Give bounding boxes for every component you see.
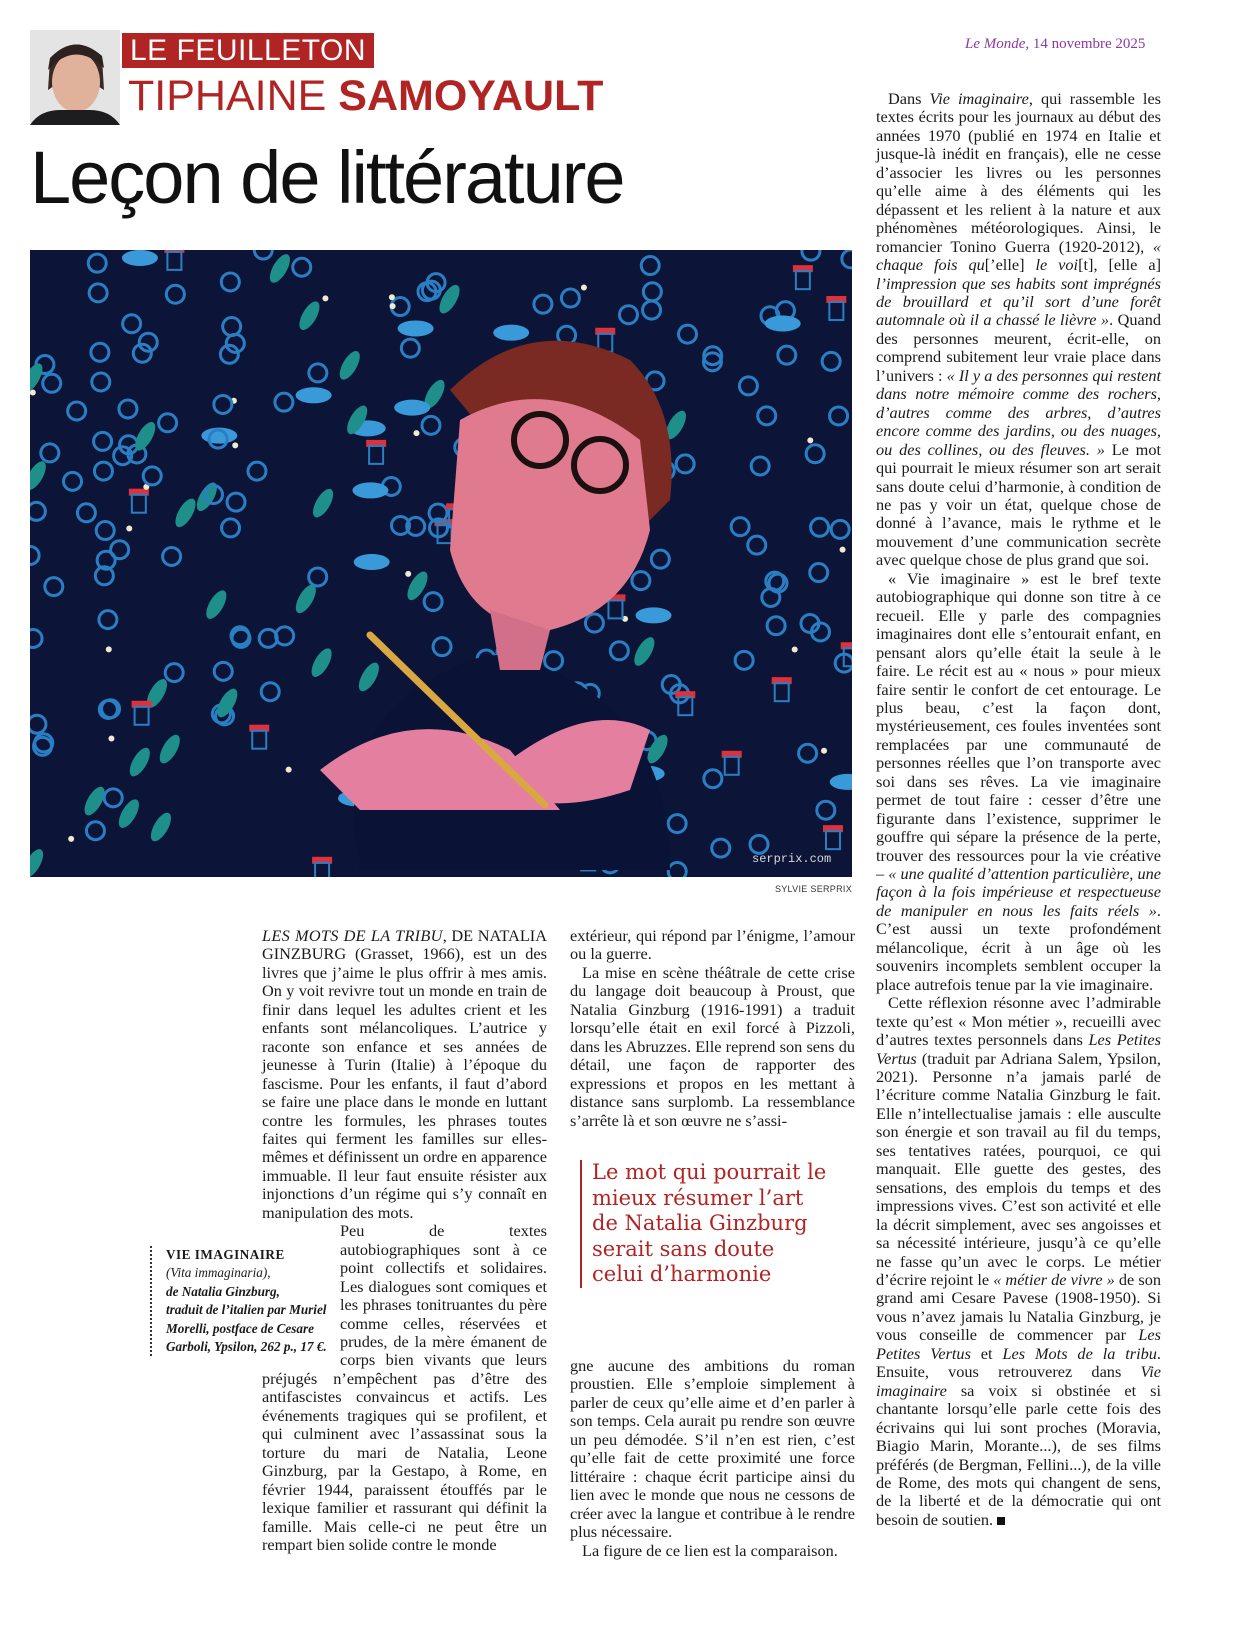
- article-paragraph: [876, 570, 1161, 994]
- text: La figure de ce lien est la comparaison.: [582, 1540, 838, 1560]
- pattern-leaf: [202, 587, 230, 622]
- pattern-circle: [831, 520, 849, 538]
- pattern-circle: [159, 414, 177, 432]
- pattern-circle: [619, 306, 637, 324]
- pattern-circle: [751, 457, 769, 475]
- pattern-dot: [232, 442, 238, 448]
- pattern-circle: [739, 377, 757, 395]
- pattern-house: [796, 271, 810, 289]
- pattern-circle: [762, 588, 780, 606]
- pattern-house: [369, 446, 383, 464]
- pattern-circle: [632, 572, 650, 590]
- pattern-house: [826, 831, 840, 849]
- pattern-circle: [92, 373, 110, 391]
- pattern-house: [252, 731, 266, 749]
- pattern-circle: [810, 564, 828, 582]
- pattern-circle: [166, 285, 184, 303]
- pattern-circle: [30, 546, 39, 564]
- article-column-2-top: [570, 927, 855, 1130]
- text: . C’est aussi un texte profondément mélancolique, écrit à un âge où les souvenirs incomplets semblent occuper la place autrefois tenue par la vie imaginaire.: [876, 900, 1161, 994]
- author-portrait-image: [30, 30, 120, 125]
- pattern-circle: [77, 504, 95, 522]
- book-title: VIE IMAGINAIRE: [166, 1247, 285, 1262]
- end-of-article-icon: [997, 1517, 1005, 1525]
- pattern-dot: [807, 437, 813, 443]
- pattern-circle: [91, 343, 109, 361]
- pattern-circle: [643, 301, 661, 319]
- article-paragraph: [570, 1357, 855, 1542]
- pattern-circle: [778, 346, 796, 364]
- pattern-circle: [163, 547, 181, 565]
- pattern-leaf: [115, 796, 143, 831]
- text: sa voix si obstinée et si chantante lorsqu’elle parle cette fois des écrivains qui lui sont proches (Moravia, Biagio Marin, Morante...), de ses films préférés (de Bergman, Fellini...), de la ville de Rome, des mots qui changent de sens, de la liberté et de la démocratie qui ont besoin de soutien.: [876, 1380, 1161, 1529]
- text: « Vie imaginaire » est le bref texte autobiographique qui donne son titre à ce recueil. Elle y parle des compagnies imaginaires dont elle s’entourait enfant, en pensant alors qu’elle était la seule à le faire. Le récit est au « nous » pour mieux faire sentir le confort de cet entourage. Le plus beau, c’est la façon dont, mystérieusement, ces foules inventées sont remplacées par une communauté de personnes réelles que l’on transporte avec soi dans ses rêves. La vie imaginaire permet de tout faire : cesser d’être une figurante dans l’existence, supprimer le gouffre qui sépare la présence de la perte, trouver des ressources pour la vie créative –: [876, 568, 1161, 884]
- text: de son grand ami Cesare Pavese (1908-1950). Si vous n’avez jamais lu Natalia Ginzburg, je vous conseille de commencer par: [876, 1270, 1161, 1345]
- pattern-cloud: [352, 482, 388, 498]
- pattern-circle: [401, 339, 419, 357]
- italic-text: l’impression que ses habits sont imprégnés de brouillard et qu’il sort d’une forêt automnale où il a chassé le lièvre »: [876, 273, 1161, 330]
- pattern-cloud: [636, 607, 672, 623]
- pattern-circle: [261, 683, 279, 701]
- dateline: [965, 36, 1145, 53]
- pattern-circle: [676, 455, 694, 473]
- pattern-circle: [748, 536, 766, 554]
- headline: Leçon de littérature: [30, 136, 624, 219]
- pattern-leaf: [30, 458, 50, 493]
- pattern-cloud: [296, 387, 332, 403]
- pattern-circle: [123, 315, 141, 333]
- pattern-circle: [545, 652, 563, 670]
- pattern-circle: [585, 614, 603, 632]
- pattern-circle: [731, 518, 749, 536]
- book-info-sidebar: [150, 1246, 336, 1356]
- pattern-cloud: [122, 250, 158, 266]
- pattern-leaf: [30, 846, 47, 877]
- text: gne aucune des ambitions du roman proustien. Elle s’emploie simplement à parler de ceux qu’elle aime et d’en parler à son temps. Cela aurait pu rendre son œuvre un peu démodée. S’il n’en est rien, c’est qu’elle fait de cette proximité une force littéraire : chaque écrit participe ainsi du lien avec le monde que nous ne cessons de créer avec la langue et contribue à le rendre plus nécessaire.: [570, 1356, 855, 1542]
- pattern-circle: [222, 519, 240, 537]
- pattern-circle: [651, 550, 669, 568]
- section-rubric: LE FEUILLETON: [122, 33, 374, 68]
- illustration: [30, 250, 852, 877]
- text: extérieur, qui répond par l’énigme, l’amour ou la guerre.: [570, 926, 855, 964]
- pattern-circle: [712, 839, 730, 857]
- pattern-dot: [108, 735, 114, 741]
- pattern-cloud: [830, 774, 852, 790]
- article-paragraph: [262, 927, 547, 1222]
- pattern-house: [775, 683, 789, 701]
- article-paragraph: [876, 90, 1161, 570]
- italic-text: « Il y a des personnes qui restent dans notre mémoire comme des rochers, d’autres comme des arbres, d’autres encore comme des jardins, ou des nuages, ou des collines, ou des fleuves. »: [876, 365, 1161, 459]
- pattern-dot: [322, 295, 328, 301]
- pattern-cloud: [493, 325, 529, 341]
- italic-text: « métier de vivre »: [993, 1270, 1115, 1289]
- text: Cette réflexion résonne avec l’admirable texte qu’est « Mon métier », recueilli avec d’autres textes personnels dans: [876, 993, 1161, 1050]
- pattern-circle: [422, 416, 440, 434]
- pattern-leaf: [171, 496, 199, 531]
- pattern-circle: [758, 407, 776, 425]
- pattern-leaf: [630, 634, 658, 669]
- pattern-leaf: [156, 732, 184, 767]
- pattern-dot: [286, 767, 292, 773]
- pattern-circle: [641, 257, 659, 275]
- pattern-dot: [821, 748, 827, 754]
- pattern-cloud: [394, 400, 430, 416]
- pattern-house: [315, 863, 329, 877]
- pattern-circle: [30, 629, 42, 647]
- author-photo: [30, 30, 120, 125]
- pattern-circle: [679, 325, 697, 343]
- pattern-cloud: [765, 316, 801, 332]
- author-byline: [128, 72, 603, 120]
- pattern-circle: [811, 518, 829, 536]
- pattern-circle: [104, 789, 122, 807]
- pull-quote: Le mot qui pourrait le mieux résumer l’art de Natalia Ginzburg serait sans doute celui d’harmonie: [580, 1160, 827, 1288]
- pattern-circle: [293, 258, 311, 276]
- pattern-circle: [96, 522, 114, 540]
- text: Dans: [888, 89, 930, 108]
- pattern-circle: [45, 578, 63, 596]
- pattern-dot: [792, 647, 798, 653]
- pattern-circle: [227, 493, 245, 511]
- dateline-date: , 14 novembre 2025: [1025, 36, 1146, 52]
- italic-text: Vie imaginaire: [876, 1362, 1161, 1400]
- italic-text: LES MOTS DE LA TRIBU: [262, 926, 443, 945]
- pattern-circle: [817, 801, 835, 819]
- dateline-source: Le Monde: [965, 36, 1026, 52]
- article-column-right: [876, 90, 1161, 1529]
- pattern-leaf: [213, 686, 241, 721]
- text: Le mot qui pourrait le mieux résumer son art serait sans doute celui d’harmonie, à condition de ne pas y voir un état, quelque chose de donné à l’avance, mais le rythme et le mouvement d’une communication secrète avec quelque chose de plus grand que soi.: [876, 439, 1162, 570]
- book-author: de Natalia Ginzburg,: [166, 1283, 280, 1299]
- author-last-name: SAMOYAULT: [338, 72, 604, 120]
- pattern-circle: [68, 402, 86, 420]
- pattern-leaf: [355, 660, 383, 695]
- article-column-2-bottom: [570, 1357, 855, 1560]
- pattern-circle: [735, 651, 753, 669]
- pattern-house: [135, 707, 149, 725]
- pattern-circle: [561, 289, 579, 307]
- pattern-leaf: [126, 745, 154, 780]
- pattern-circle: [610, 642, 628, 660]
- pattern-circle: [309, 568, 327, 586]
- italic-text: Les Petites Vertus: [876, 1325, 1161, 1363]
- pattern-circle: [248, 462, 266, 480]
- pattern-circle: [94, 432, 112, 450]
- article-paragraph: [570, 927, 855, 964]
- pattern-dot: [126, 526, 132, 532]
- pattern-circle: [30, 715, 46, 733]
- article-paragraph: [876, 994, 1161, 1529]
- italic-text: « chaque fois qu: [876, 236, 1161, 275]
- pattern-circle: [64, 472, 82, 490]
- pattern-dot: [30, 390, 36, 396]
- pattern-circle: [254, 250, 272, 259]
- illustration-artwork: [30, 250, 852, 877]
- pattern-circle: [41, 444, 59, 462]
- pattern-circle: [534, 295, 552, 313]
- italic-text: Les Petites Vertus: [876, 1030, 1161, 1068]
- pattern-circle: [822, 352, 840, 370]
- pattern-circle: [643, 283, 661, 301]
- pattern-dot: [106, 646, 112, 652]
- pattern-circle: [99, 611, 117, 629]
- book-original-title: (Vita immaginaria),: [166, 1265, 271, 1281]
- pattern-leaf: [308, 645, 336, 680]
- pattern-leaf: [295, 298, 323, 333]
- illustration-signature: serprix.com: [752, 852, 832, 866]
- pattern-circle: [767, 617, 785, 635]
- pattern-dot: [840, 547, 846, 553]
- pattern-circle: [165, 664, 183, 682]
- italic-text: Les Mots de la tribu: [1002, 1343, 1157, 1363]
- pattern-house: [725, 757, 739, 775]
- pattern-circle: [806, 445, 824, 463]
- pattern-circle: [830, 407, 848, 425]
- author-first-name: TIPHAINE: [128, 72, 327, 120]
- pattern-circle: [433, 638, 451, 656]
- pattern-circle: [43, 374, 61, 392]
- pattern-circle: [668, 815, 686, 833]
- pattern-leaf: [309, 486, 337, 521]
- pattern-circle: [94, 462, 112, 480]
- pattern-dot: [390, 303, 396, 309]
- pattern-leaf: [147, 810, 175, 845]
- pattern-leaf: [336, 348, 364, 383]
- text: La mise en scène théâtrale de cette crise du langage doit beaucoup à Proust, que Natalia Ginzburg (1916-1991) a traduit lorsqu’elle était en exil forcé à Pizzoli, dans les Abruzzes. Elle reprend son sens du détail, une façon de rapporter des expressions et propos en les mettant à distance sans surplomb. La ressemblance s’arrête là et son œuvre ne s’assi-: [570, 962, 855, 1130]
- pattern-circle: [668, 863, 686, 877]
- italic-text: Vie imaginaire: [929, 89, 1029, 108]
- article-paragraph: [570, 1542, 855, 1560]
- pattern-dot: [581, 285, 587, 291]
- article-paragraph: [570, 964, 855, 1130]
- text: , qui rassemble les textes écrits pour les journaux au début des années 1970 (publié en 1974 en Italie et jusque-là inédit en français), elle ne cesse d’associer les livres ou les personnes qu’elle aime à des éléments qui les dépassent et les relient à la nature et aux phénomènes météorologiques. Ainsi, le romancier Tonino Guerra (1920-2012),: [876, 89, 1162, 256]
- text: . Ensuite, vous retrouverez dans: [876, 1343, 1161, 1382]
- pattern-cloud: [398, 320, 434, 336]
- pattern-dot: [389, 294, 395, 300]
- pattern-circle: [119, 400, 137, 418]
- pattern-dot: [68, 836, 74, 842]
- italic-text: « une qualité d’attention particulière, une façon à la fois impérieuse et respectueuse de manipuler en nous les faits réels »: [876, 864, 1161, 920]
- pattern-circle: [214, 395, 232, 413]
- pattern-circle: [802, 250, 820, 260]
- pattern-circle: [88, 254, 106, 272]
- pattern-circle: [86, 822, 104, 840]
- text: Peu de textes autobiographiques sont à ce point collectifs et solidaires. Les dialogues sont comiques et les phrases tonitruantes du père comme celles, réservées et prudes, de la mère émanent de corps bien vivants que leurs préjugés n’empêchent pas d’être des antifascistes convaincus et actifs. Les événements tragiques qui se profilent, et qui culminent avec l’assassinat sous la torture du mari de Natalia, Leone Ginzburg, par la Gestapo, à Rome, en février 1944, paraissent étouffés par le lexique familier et rassurant qui définit la famille. Mais celle-ci ne peut être un rempart bien solide contre le monde: [262, 1221, 547, 1554]
- pattern-house: [132, 495, 146, 513]
- book-details: traduit de l’italien par Muriel Morelli, postface de Cesare Garboli, Ypsilon, 262 p., 17 €.: [166, 1302, 327, 1355]
- pattern-circle: [799, 744, 817, 762]
- text: et: [970, 1343, 1003, 1363]
- pattern-dot: [413, 430, 419, 436]
- text: , DE NATALIA GINZBURG (Grasset, 1966), est un des livres que j’aime le plus offrir à mes amis. On y voit revivre tout un monde en train de finir dans lequel les adultes crient et les enfants sont mélancoliques. L’autrice y raconte son enfance et ses années de jeunesse à Turin (Italie) à l’époque du fascisme. Pour les enfants, il faut d’abord se faire une place dans le monde en luttant contre les formules, les phrases toutes faites qui ferment les familles sur elles-mêmes et définissent un ordre en apparence immuable. Il leur faut ensuite résister aux injonctions d’un régime qui s’y connaît en manipulation des mots.: [262, 926, 547, 1222]
- pattern-circle: [143, 467, 161, 485]
- pattern-circle: [223, 318, 241, 336]
- text: [’elle]: [984, 255, 1036, 275]
- text: . Quand des personnes meurent, écrit-elle, on comprend subitement leur vraie place dans l’univers :: [876, 310, 1161, 385]
- pattern-circle: [30, 502, 45, 520]
- article-column-1: [262, 927, 547, 1554]
- pattern-circle: [704, 770, 722, 788]
- pattern-dot: [405, 571, 411, 577]
- pattern-circle: [424, 593, 442, 611]
- pattern-house: [167, 252, 181, 270]
- pattern-circle: [275, 393, 293, 411]
- photo-credit: SYLVIE SERPRIX: [774, 884, 852, 894]
- pattern-cloud: [354, 554, 390, 570]
- text: [t], [elle a]: [1078, 255, 1161, 275]
- text: (traduit par Adriana Salem, Ypsilon, 2021). Personne n’a jamais parlé de l’écriture comme Natalia Ginzburg le fait. Elle n’intellectualise jamais : elle ausculte son énergie et son travail au fil du temps, ses tentatives ratées, pourquoi, ce qui manquait. Elle guette des gestes, des sensations, des emplois du temps et des impressions vives. C’est son activité et elle la décrit simplement, avec ses angoisses et sa nécessité intérieure, jusqu’à ce qu’elle ne fasse qu’un avec le corps. Le métier d’écrire rejoint le: [876, 1048, 1161, 1289]
- pattern-circle: [214, 662, 232, 680]
- pattern-circle: [89, 284, 107, 302]
- pattern-circle: [750, 835, 768, 853]
- pattern-house: [608, 600, 622, 618]
- pattern-house: [829, 302, 843, 320]
- pattern-circle: [221, 273, 239, 291]
- italic-text: le voi: [1035, 255, 1079, 275]
- pattern-circle: [309, 364, 327, 382]
- pattern-circle: [842, 250, 852, 268]
